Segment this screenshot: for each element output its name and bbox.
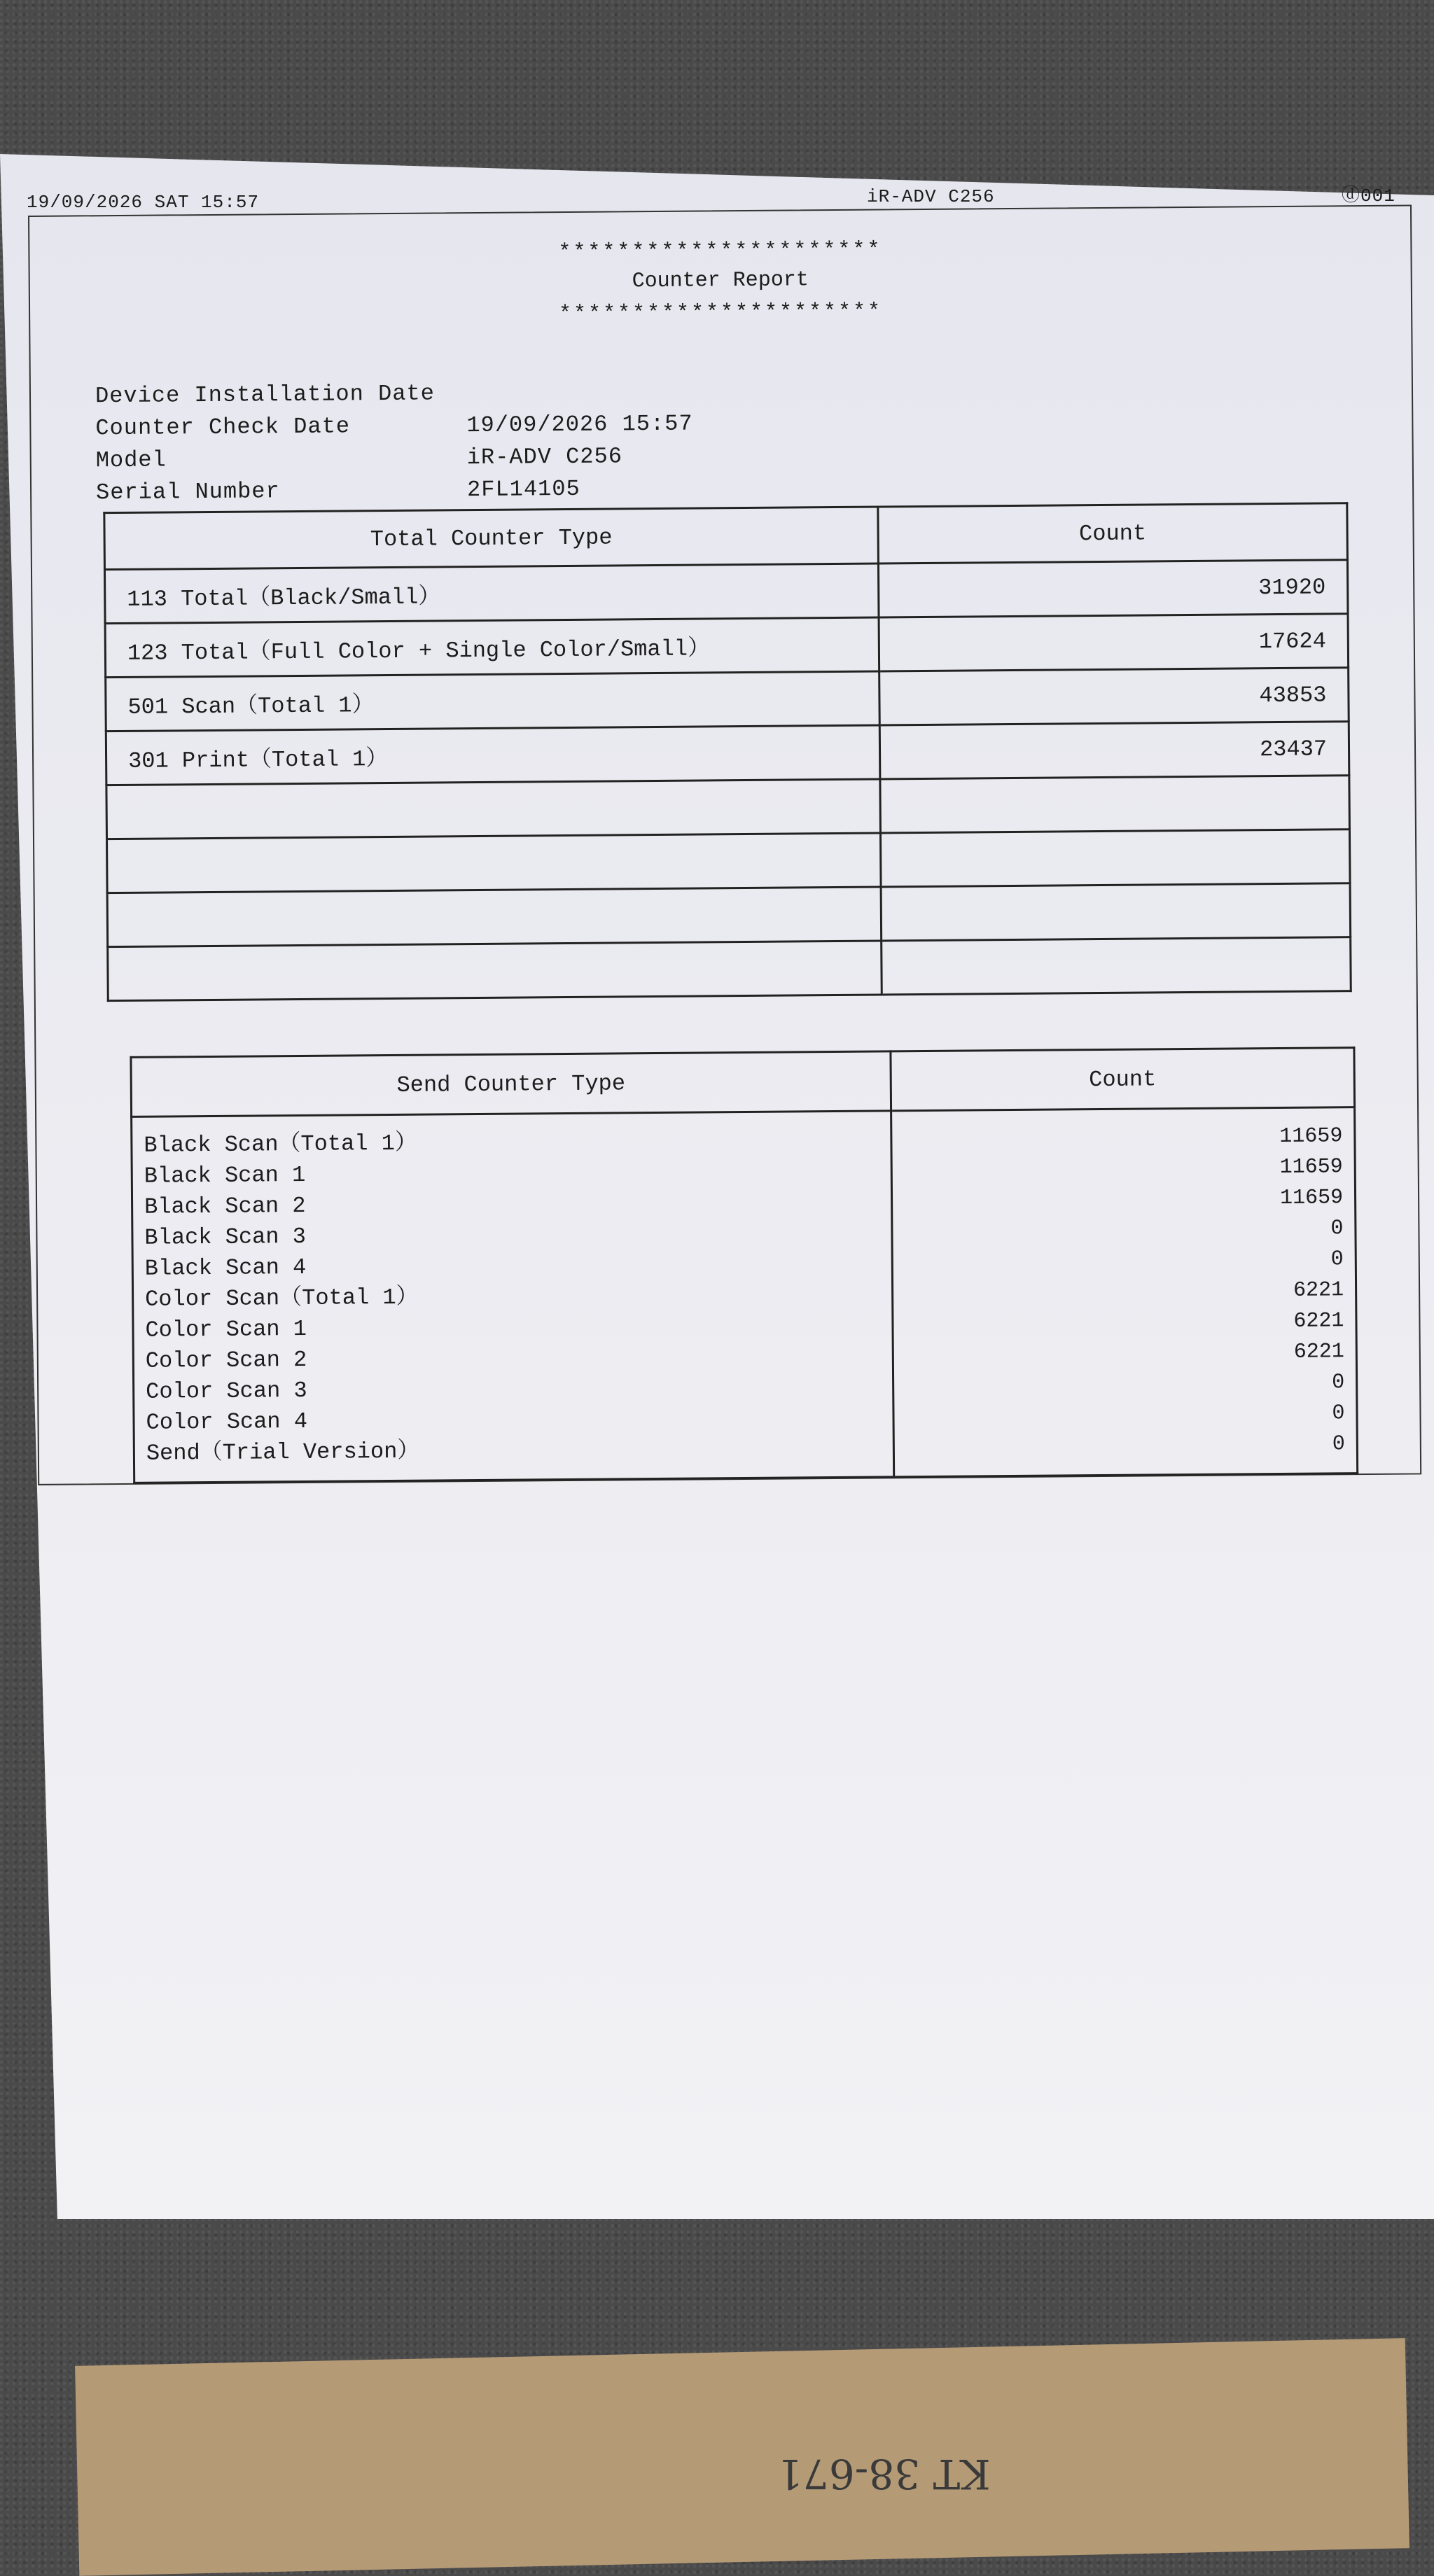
- list-item: 6221: [1293, 1340, 1344, 1364]
- title-stars-bottom: **********************: [558, 300, 883, 327]
- report-frame: [28, 204, 1421, 1485]
- counter-type: 123 Total（Full Color + Single Color/Small）: [105, 617, 879, 678]
- info-label-serial: Serial Number: [95, 478, 280, 506]
- empty-table-row: [107, 883, 1351, 947]
- counter-type: 501 Scan（Total 1）: [106, 671, 880, 732]
- list-item: 0: [1332, 1401, 1345, 1426]
- print-datetime: 19/09/2026 SAT 15:57: [27, 192, 260, 213]
- table-header-row: [131, 1048, 1355, 1117]
- empty-table-row: [108, 937, 1351, 1001]
- column-header-type: Total Counter Type: [104, 507, 879, 570]
- list-item: Black Scan 1: [144, 1161, 306, 1189]
- list-item: Send（Trial Version）: [146, 1438, 420, 1466]
- info-label-installation-date: Device Installation Date: [95, 380, 436, 410]
- info-value-check-date: 19/09/2026 15:57: [466, 410, 693, 439]
- printer-model: iR-ADV C256: [867, 186, 995, 207]
- empty-table-row: [106, 776, 1350, 839]
- cardboard-background: [75, 2338, 1409, 2576]
- table-row: [106, 722, 1349, 785]
- list-item: 0: [1332, 1432, 1345, 1457]
- total-counter-table: [103, 502, 1351, 1002]
- column-header-send-count: Count: [891, 1048, 1355, 1111]
- list-item: Color Scan 3: [146, 1377, 307, 1405]
- send-counter-table: [130, 1046, 1358, 1484]
- handwritten-note: KT 38-671: [777, 2450, 991, 2498]
- counter-type: 301 Print（Total 1）: [106, 725, 880, 785]
- list-item: 0: [1332, 1371, 1345, 1395]
- list-item: Black Scan 4: [144, 1254, 307, 1282]
- table-row: [106, 668, 1349, 732]
- list-item: Color Scan 2: [145, 1346, 307, 1374]
- title-stars-top: **********************: [558, 238, 882, 265]
- info-label-check-date: Counter Check Date: [95, 413, 351, 442]
- list-item: 6221: [1293, 1278, 1344, 1303]
- send-type-column: [132, 1111, 894, 1483]
- list-item: 11659: [1279, 1186, 1344, 1210]
- list-item: Black Scan 2: [144, 1192, 306, 1220]
- counter-count: 43853: [879, 668, 1349, 725]
- counter-count: 31920: [878, 560, 1348, 617]
- report-title: Counter Report: [632, 268, 809, 294]
- column-header-send-type: Send Counter Type: [131, 1051, 891, 1117]
- send-counter-body: [132, 1107, 1358, 1483]
- list-item: 11659: [1279, 1155, 1343, 1180]
- page-number: ⓓ001: [1342, 186, 1395, 206]
- info-label-model: Model: [95, 447, 167, 474]
- table-row: [104, 560, 1348, 624]
- list-item: 0: [1330, 1217, 1344, 1241]
- empty-table-row: [106, 830, 1350, 893]
- counter-count: 23437: [879, 722, 1349, 779]
- list-item: 11659: [1279, 1124, 1343, 1149]
- table-header-row: [104, 503, 1348, 570]
- list-item: 6221: [1293, 1309, 1344, 1334]
- counter-count: 17624: [879, 614, 1349, 671]
- list-item: Color Scan 1: [145, 1315, 307, 1343]
- send-count-column: [891, 1107, 1358, 1477]
- list-item: Color Scan（Total 1）: [145, 1284, 419, 1312]
- list-item: Black Scan（Total 1）: [144, 1130, 418, 1158]
- list-item: Black Scan 3: [144, 1223, 307, 1251]
- counter-type: 113 Total（Black/Small）: [104, 564, 879, 624]
- list-item: 0: [1330, 1247, 1344, 1272]
- list-item: Color Scan 4: [146, 1408, 308, 1436]
- info-value-serial: 2FL14105: [466, 475, 580, 503]
- table-row: [105, 614, 1349, 678]
- column-header-count: Count: [878, 503, 1348, 564]
- info-value-model: iR-ADV C256: [466, 443, 623, 471]
